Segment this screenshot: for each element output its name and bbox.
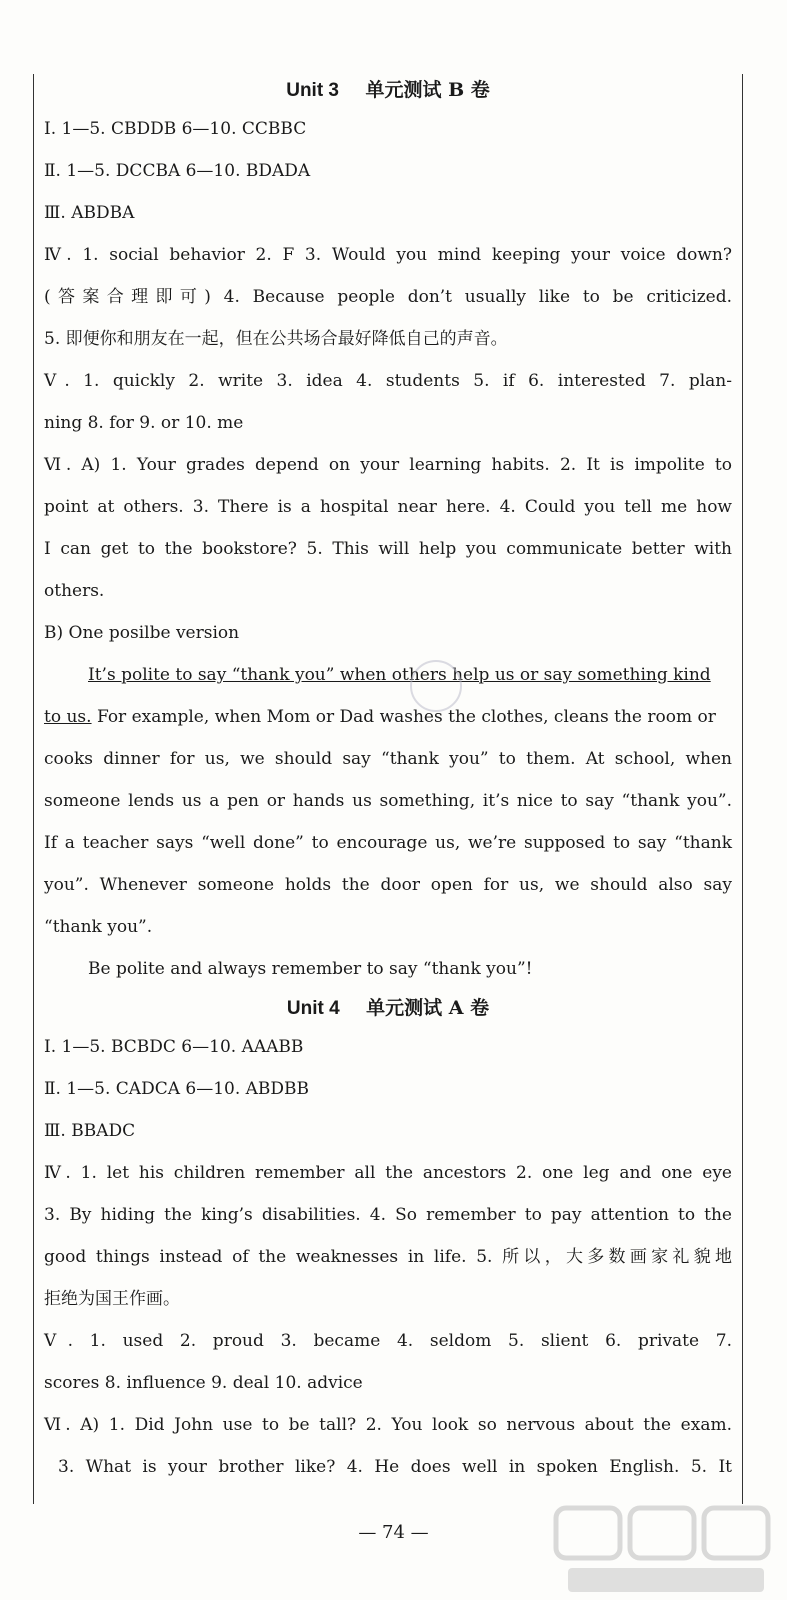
unit3-heading-title: 单元测试 B 卷 [365, 79, 490, 101]
watermark-logo [548, 1502, 778, 1598]
unit3-part6a-line1: Ⅵ. A) 1. Your grades depend on your learning habits. 2. It is impolite to [44, 455, 732, 475]
unit3-part5-line1: Ⅴ. 1. quickly 2. write 3. idea 4. students 5. if 6. interested 7. plan- [44, 371, 732, 391]
unit3-part2-answers: Ⅱ. 1—5. DCCBA 6—10. BDADA [44, 161, 311, 181]
essay-line2 [44, 696, 732, 738]
unit3-part4-line2: (答案合理即可) 4. Because people don’t usually like to be criticized. [44, 287, 732, 307]
unit4-heading-unit: Unit 4 [286, 998, 340, 1019]
essay-line4: someone lends us a pen or hands us something, it’s nice to say “thank you”. [44, 791, 732, 811]
unit3-part5-line2: ning 8. for 9. or 10. me [44, 413, 244, 433]
unit4-part4-line1: Ⅳ. 1. let his children remember all the ancestors 2. one leg and one eye [44, 1163, 732, 1183]
unit3-part6a-line4: others. [44, 581, 105, 601]
essay-line5: If a teacher says “well done” to encourage us, we’re supposed to say “thank [44, 833, 732, 853]
essay-line2-rest: For example, when Mom or Dad washes the clothes, cleans the room or [91, 707, 716, 727]
unit4-part5-line2: scores 8. influence 9. deal 10. advice [44, 1373, 363, 1393]
unit4-heading [44, 990, 732, 1026]
essay-line7: “thank you”. [44, 917, 153, 937]
unit4-part5-line1: Ⅴ. 1. used 2. proud 3. became 4. seldom 5. slient 6. private 7. [44, 1331, 732, 1351]
unit4-part3-answers: Ⅲ. BBADC [44, 1121, 136, 1141]
unit3-part1-answers: Ⅰ. 1—5. CBDDB 6—10. CCBBC [44, 119, 307, 139]
unit3-part6a-line2: point at others. 3. There is a hospital near here. 4. Could you tell me how [44, 497, 732, 517]
unit3-part6b-label: B) One posilbe version [44, 623, 240, 643]
answer-page [44, 72, 732, 1488]
left-margin-rule [33, 74, 34, 1504]
unit4-part6a-line1: Ⅵ. A) 1. Did John use to be tall? 2. You look so nervous about the exam. [44, 1415, 732, 1435]
essay-line6: you”. Whenever someone holds the door open for us, we should also say [44, 875, 732, 895]
unit3-heading-unit: Unit 3 [286, 80, 339, 101]
page-number: — 74 — [358, 1522, 429, 1543]
unit3-heading [44, 72, 732, 108]
essay-line3: cooks dinner for us, we should say “thank you” to them. At school, when [44, 749, 732, 769]
essay-line1: It’s polite to say “thank you” when others help us or say something kind [88, 665, 711, 685]
unit3-part6a-line3: I can get to the bookstore? 5. This will help you communicate better with [44, 539, 732, 559]
unit4-part4-line2: 3. By hiding the king’s disabilities. 4. So remember to pay attention to the [44, 1205, 732, 1225]
unit4-part4-line4: 拒绝为国王作画。 [44, 1289, 180, 1309]
essay-line2-underlined: to us. [44, 707, 92, 727]
unit3-part4-line1: Ⅳ. 1. social behavior 2. F 3. Would you mind keeping your voice down? [44, 245, 732, 265]
essay-closing: Be polite and always remember to say “thank you”! [88, 959, 533, 979]
unit4-part2-answers: Ⅱ. 1—5. CADCA 6—10. ABDBB [44, 1079, 310, 1099]
unit3-part3-answers: Ⅲ. ABDBA [44, 203, 135, 223]
unit3-part4-line3: 5. 即便你和朋友在一起，但在公共场合最好降低自己的声音。 [44, 329, 508, 349]
unit4-part6a-line2: 3. What is your brother like? 4. He does well in spoken English. 5. It [58, 1457, 732, 1477]
unit4-part1-answers: Ⅰ. 1—5. BCBDC 6—10. AAABB [44, 1037, 304, 1057]
right-margin-rule [742, 74, 743, 1504]
unit4-part4-line3: good things instead of the weaknesses in life. 5. 所以，大多数画家礼貌地 [44, 1247, 732, 1267]
unit4-heading-title: 单元测试 A 卷 [366, 997, 490, 1019]
faint-stamp-mark [410, 660, 462, 712]
